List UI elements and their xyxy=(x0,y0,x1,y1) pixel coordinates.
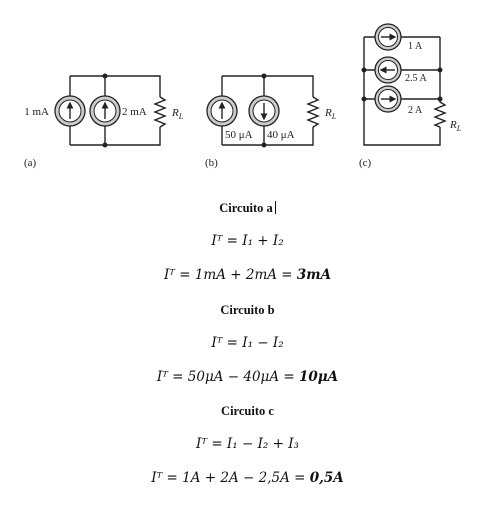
circuit-a xyxy=(24,74,184,170)
calc-circuit-a: Iᵀ = 1mA + 2mA = 3mA xyxy=(163,267,332,283)
text-cursor xyxy=(275,201,276,214)
source-b1-label: 50 μA xyxy=(225,129,253,141)
figure-label-b: (b) xyxy=(205,157,218,169)
junction-dot xyxy=(438,68,443,73)
current-source-c2 xyxy=(375,57,401,83)
current-source-b1 xyxy=(207,96,237,126)
load-resistor-a xyxy=(155,97,165,127)
junction-dot xyxy=(103,74,108,79)
formula-circuit-b: Iᵀ = I₁ − I₂ xyxy=(211,335,284,351)
current-source-b2 xyxy=(249,96,279,126)
formula-circuit-c: Iᵀ = I₁ − I₂ + I₃ xyxy=(196,436,299,452)
heading-circuit-a: Circuito a xyxy=(0,201,495,216)
load-a-label: $R_L$ xyxy=(172,107,184,121)
heading-circuit-b: Circuito b xyxy=(220,303,275,317)
load-b-label: $R_L$ xyxy=(325,107,337,121)
current-source-c3 xyxy=(375,86,401,112)
load-c-label: $R_L$ xyxy=(450,119,462,133)
junction-dot xyxy=(262,74,267,79)
result-circuit-b: 10μA xyxy=(298,369,339,385)
source-a2-label: 2 mA xyxy=(122,106,147,118)
junction-dot xyxy=(262,143,267,148)
load-resistor-b xyxy=(308,97,318,127)
source-c3-label: 2 A xyxy=(408,105,423,116)
circuit-b xyxy=(205,74,337,170)
current-source-a1 xyxy=(55,96,85,126)
source-c1-label: 1 A xyxy=(408,41,423,52)
source-c2-label: 2.5 A xyxy=(405,73,427,84)
junction-dot xyxy=(362,97,367,102)
result-circuit-c: 0,5A xyxy=(309,470,344,486)
heading-circuit-c: Circuito c xyxy=(221,404,274,418)
circuit-c xyxy=(359,24,462,169)
source-b2-label: 40 μA xyxy=(267,129,295,141)
source-a1-label: 1 mA xyxy=(24,106,49,118)
current-source-a2 xyxy=(90,96,120,126)
result-circuit-a: 3mA xyxy=(296,267,332,283)
figure-label-c: (c) xyxy=(359,157,372,169)
junction-dot xyxy=(103,143,108,148)
figure-label-a: (a) xyxy=(24,157,37,169)
junction-dot xyxy=(438,97,443,102)
calc-circuit-c: Iᵀ = 1A + 2A − 2,5A = 0,5A xyxy=(151,470,344,486)
calc-circuit-b: Iᵀ = 50μA − 40μA = 10μA xyxy=(156,369,339,385)
circuit-figure xyxy=(0,0,495,190)
junction-dot xyxy=(362,68,367,73)
load-resistor-c xyxy=(435,99,445,127)
current-source-c1 xyxy=(375,24,401,50)
formula-circuit-a: Iᵀ = I₁ + I₂ xyxy=(211,233,284,249)
